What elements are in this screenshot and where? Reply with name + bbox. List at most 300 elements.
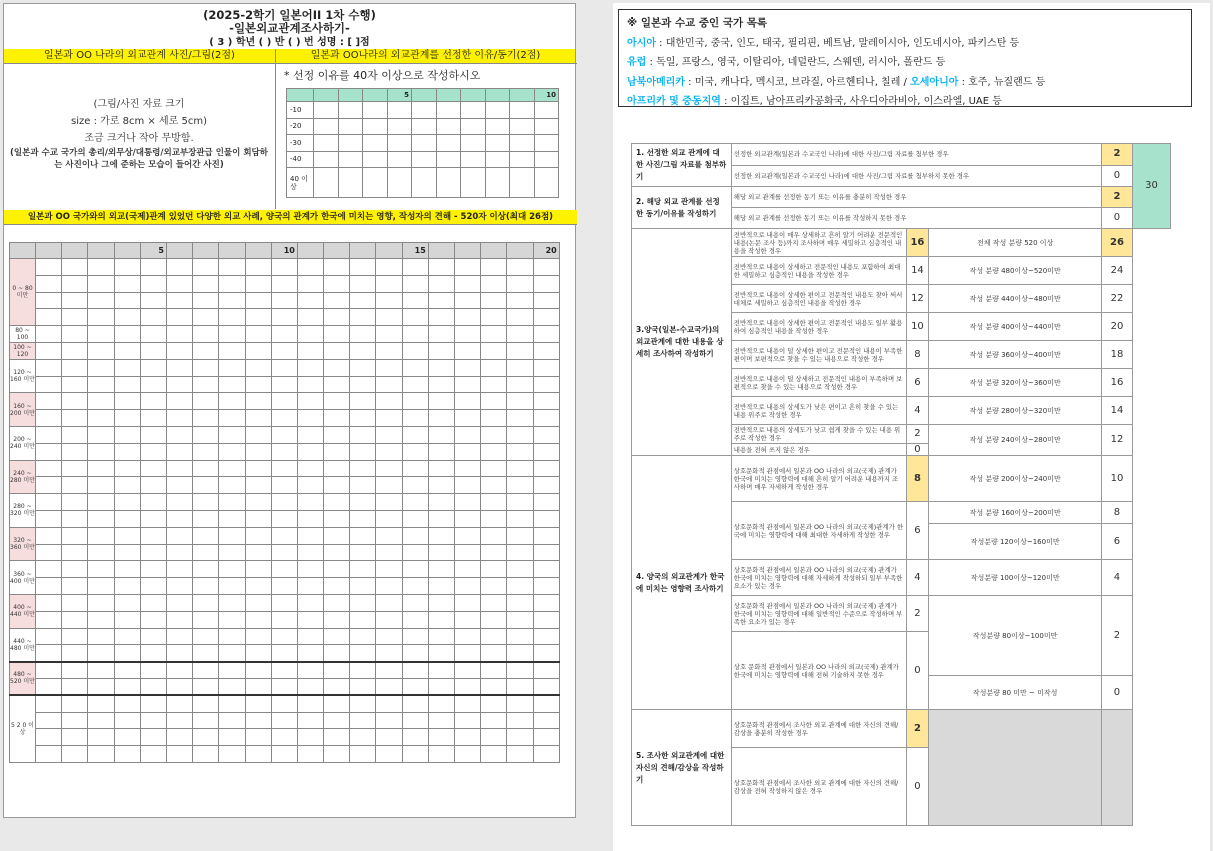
grid-cell[interactable] <box>324 561 350 578</box>
grid-cell[interactable] <box>297 578 323 595</box>
grid-cell[interactable] <box>219 275 245 292</box>
grid-cell[interactable] <box>376 594 402 611</box>
grid-cell[interactable] <box>166 477 192 494</box>
grid-cell[interactable] <box>428 292 454 309</box>
grid-cell[interactable] <box>88 695 114 712</box>
grid-cell[interactable] <box>507 309 533 326</box>
grid-cell[interactable] <box>481 275 507 292</box>
grid-cell[interactable] <box>114 426 140 443</box>
grid-cell[interactable] <box>455 594 481 611</box>
grid-cell[interactable] <box>428 426 454 443</box>
grid-cell[interactable] <box>166 443 192 460</box>
grid-cell[interactable] <box>271 460 297 477</box>
grid-cell[interactable] <box>376 729 402 746</box>
grid-cell[interactable] <box>62 645 88 662</box>
grid-cell[interactable] <box>245 359 271 376</box>
grid-cell[interactable] <box>245 544 271 561</box>
grid-cell[interactable] <box>376 662 402 679</box>
grid-cell[interactable] <box>271 527 297 544</box>
grid-cell[interactable] <box>350 477 376 494</box>
grid-cell[interactable] <box>455 561 481 578</box>
grid-cell[interactable] <box>62 410 88 427</box>
grid-cell[interactable] <box>166 494 192 511</box>
grid-cell[interactable] <box>507 494 533 511</box>
grid-cell[interactable] <box>455 544 481 561</box>
grid-cell[interactable] <box>245 393 271 410</box>
grid-cell[interactable] <box>245 561 271 578</box>
grid-cell[interactable] <box>62 662 88 679</box>
grid-cell[interactable] <box>324 292 350 309</box>
grid-cell[interactable] <box>271 275 297 292</box>
grid-cell[interactable] <box>402 376 428 393</box>
grid-cell[interactable] <box>297 393 323 410</box>
grid-cell[interactable] <box>114 259 140 276</box>
grid-cell[interactable] <box>402 712 428 729</box>
grid-cell[interactable] <box>62 259 88 276</box>
grid-cell[interactable] <box>455 494 481 511</box>
grid-cell[interactable] <box>402 460 428 477</box>
grid-cell[interactable] <box>533 611 559 628</box>
grid-cell[interactable] <box>36 393 62 410</box>
grid-cell[interactable] <box>507 712 533 729</box>
grid-cell[interactable] <box>219 326 245 343</box>
grid-cell[interactable] <box>271 611 297 628</box>
grid-cell[interactable] <box>36 695 62 712</box>
grid-cell[interactable] <box>114 544 140 561</box>
grid-cell[interactable] <box>428 712 454 729</box>
grid-cell[interactable] <box>376 746 402 763</box>
essay-writing-grid[interactable] <box>9 242 560 763</box>
grid-cell[interactable] <box>376 342 402 359</box>
grid-cell[interactable] <box>114 628 140 645</box>
grid-cell[interactable] <box>62 678 88 695</box>
grid-cell[interactable] <box>271 393 297 410</box>
grid-cell[interactable] <box>140 359 166 376</box>
grid-cell[interactable] <box>88 443 114 460</box>
grid-cell[interactable] <box>36 594 62 611</box>
grid-cell[interactable] <box>428 527 454 544</box>
grid-cell[interactable] <box>245 746 271 763</box>
grid-cell[interactable] <box>114 662 140 679</box>
grid-cell[interactable] <box>428 578 454 595</box>
grid-cell[interactable] <box>62 309 88 326</box>
grid-cell[interactable] <box>271 544 297 561</box>
grid-cell[interactable] <box>481 544 507 561</box>
grid-cell[interactable] <box>402 410 428 427</box>
grid-cell[interactable] <box>62 477 88 494</box>
grid-cell[interactable] <box>350 275 376 292</box>
grid-cell[interactable] <box>219 359 245 376</box>
grid-cell[interactable] <box>324 326 350 343</box>
grid-cell[interactable] <box>219 645 245 662</box>
grid-cell[interactable] <box>114 376 140 393</box>
grid-cell[interactable] <box>428 662 454 679</box>
grid-cell[interactable] <box>88 561 114 578</box>
grid-cell[interactable] <box>88 376 114 393</box>
grid-cell[interactable] <box>140 578 166 595</box>
grid-cell[interactable] <box>402 259 428 276</box>
grid-cell[interactable] <box>271 561 297 578</box>
grid-cell[interactable] <box>428 309 454 326</box>
grid-cell[interactable] <box>219 477 245 494</box>
grid-cell[interactable] <box>455 443 481 460</box>
grid-cell[interactable] <box>271 645 297 662</box>
grid-cell[interactable] <box>219 611 245 628</box>
grid-cell[interactable] <box>193 309 219 326</box>
grid-cell[interactable] <box>88 326 114 343</box>
grid-cell[interactable] <box>481 712 507 729</box>
grid-cell[interactable] <box>140 477 166 494</box>
grid-cell[interactable] <box>402 426 428 443</box>
grid-cell[interactable] <box>376 645 402 662</box>
grid-cell[interactable] <box>428 443 454 460</box>
grid-cell[interactable] <box>193 477 219 494</box>
grid-cell[interactable] <box>271 510 297 527</box>
grid-cell[interactable] <box>324 376 350 393</box>
grid-cell[interactable] <box>114 578 140 595</box>
grid-cell[interactable] <box>245 460 271 477</box>
grid-cell[interactable] <box>271 695 297 712</box>
grid-cell[interactable] <box>507 376 533 393</box>
grid-cell[interactable] <box>297 611 323 628</box>
grid-cell[interactable] <box>297 410 323 427</box>
grid-cell[interactable] <box>36 275 62 292</box>
grid-cell[interactable] <box>166 259 192 276</box>
grid-cell[interactable] <box>245 259 271 276</box>
grid-cell[interactable] <box>376 359 402 376</box>
grid-cell[interactable] <box>193 645 219 662</box>
grid-cell[interactable] <box>193 359 219 376</box>
grid-cell[interactable] <box>88 342 114 359</box>
grid-cell[interactable] <box>533 460 559 477</box>
grid-cell[interactable] <box>114 309 140 326</box>
grid-cell[interactable] <box>166 410 192 427</box>
grid-cell[interactable] <box>193 594 219 611</box>
grid-cell[interactable] <box>114 695 140 712</box>
grid-cell[interactable] <box>297 359 323 376</box>
grid-cell[interactable] <box>350 443 376 460</box>
grid-cell[interactable] <box>114 712 140 729</box>
grid-cell[interactable] <box>481 460 507 477</box>
grid-cell[interactable] <box>402 494 428 511</box>
grid-cell[interactable] <box>428 410 454 427</box>
grid-cell[interactable] <box>219 443 245 460</box>
grid-cell[interactable] <box>533 309 559 326</box>
grid-cell[interactable] <box>114 678 140 695</box>
grid-cell[interactable] <box>481 292 507 309</box>
grid-cell[interactable] <box>402 292 428 309</box>
grid-cell[interactable] <box>62 578 88 595</box>
grid-cell[interactable] <box>376 410 402 427</box>
grid-cell[interactable] <box>62 275 88 292</box>
grid-cell[interactable] <box>245 594 271 611</box>
grid-cell[interactable] <box>219 393 245 410</box>
grid-cell[interactable] <box>88 309 114 326</box>
grid-cell[interactable] <box>245 729 271 746</box>
grid-cell[interactable] <box>533 326 559 343</box>
grid-cell[interactable] <box>193 376 219 393</box>
grid-cell[interactable] <box>481 578 507 595</box>
grid-cell[interactable] <box>376 460 402 477</box>
grid-cell[interactable] <box>324 359 350 376</box>
grid-cell[interactable] <box>350 695 376 712</box>
grid-cell[interactable] <box>481 729 507 746</box>
grid-cell[interactable] <box>481 393 507 410</box>
grid-cell[interactable] <box>193 561 219 578</box>
grid-cell[interactable] <box>88 410 114 427</box>
grid-cell[interactable] <box>297 594 323 611</box>
grid-cell[interactable] <box>62 376 88 393</box>
grid-cell[interactable] <box>428 510 454 527</box>
grid-cell[interactable] <box>36 510 62 527</box>
grid-cell[interactable] <box>350 578 376 595</box>
grid-cell[interactable] <box>219 712 245 729</box>
grid-cell[interactable] <box>271 443 297 460</box>
grid-cell[interactable] <box>219 628 245 645</box>
grid-cell[interactable] <box>271 746 297 763</box>
grid-cell[interactable] <box>140 678 166 695</box>
grid-cell[interactable] <box>297 527 323 544</box>
grid-cell[interactable] <box>62 561 88 578</box>
grid-cell[interactable] <box>507 611 533 628</box>
grid-cell[interactable] <box>376 275 402 292</box>
grid-cell[interactable] <box>193 712 219 729</box>
grid-cell[interactable] <box>193 292 219 309</box>
grid-cell[interactable] <box>114 494 140 511</box>
grid-cell[interactable] <box>166 510 192 527</box>
grid-cell[interactable] <box>376 628 402 645</box>
grid-cell[interactable] <box>481 611 507 628</box>
grid-cell[interactable] <box>271 359 297 376</box>
grid-cell[interactable] <box>88 292 114 309</box>
grid-cell[interactable] <box>402 342 428 359</box>
grid-cell[interactable] <box>455 292 481 309</box>
grid-cell[interactable] <box>62 746 88 763</box>
grid-cell[interactable] <box>297 645 323 662</box>
grid-cell[interactable] <box>271 426 297 443</box>
grid-cell[interactable] <box>245 712 271 729</box>
grid-cell[interactable] <box>533 359 559 376</box>
grid-cell[interactable] <box>533 729 559 746</box>
grid-cell[interactable] <box>428 376 454 393</box>
grid-cell[interactable] <box>455 426 481 443</box>
grid-cell[interactable] <box>297 628 323 645</box>
grid-cell[interactable] <box>36 729 62 746</box>
grid-cell[interactable] <box>402 527 428 544</box>
grid-cell[interactable] <box>324 729 350 746</box>
grid-cell[interactable] <box>219 309 245 326</box>
grid-cell[interactable] <box>62 695 88 712</box>
grid-cell[interactable] <box>507 460 533 477</box>
grid-cell[interactable] <box>36 544 62 561</box>
grid-cell[interactable] <box>114 443 140 460</box>
grid-cell[interactable] <box>88 393 114 410</box>
grid-cell[interactable] <box>88 611 114 628</box>
grid-cell[interactable] <box>271 342 297 359</box>
grid-cell[interactable] <box>376 309 402 326</box>
grid-cell[interactable] <box>62 393 88 410</box>
grid-cell[interactable] <box>114 275 140 292</box>
grid-cell[interactable] <box>481 376 507 393</box>
grid-cell[interactable] <box>140 561 166 578</box>
grid-cell[interactable] <box>533 410 559 427</box>
grid-cell[interactable] <box>193 527 219 544</box>
grid-cell[interactable] <box>166 578 192 595</box>
grid-cell[interactable] <box>350 628 376 645</box>
grid-cell[interactable] <box>36 342 62 359</box>
grid-cell[interactable] <box>297 259 323 276</box>
grid-cell[interactable] <box>481 342 507 359</box>
grid-cell[interactable] <box>166 309 192 326</box>
grid-cell[interactable] <box>324 275 350 292</box>
grid-cell[interactable] <box>533 746 559 763</box>
grid-cell[interactable] <box>245 376 271 393</box>
grid-cell[interactable] <box>219 746 245 763</box>
grid-cell[interactable] <box>507 275 533 292</box>
grid-cell[interactable] <box>271 578 297 595</box>
grid-cell[interactable] <box>481 628 507 645</box>
grid-cell[interactable] <box>166 426 192 443</box>
grid-cell[interactable] <box>507 510 533 527</box>
grid-cell[interactable] <box>36 645 62 662</box>
grid-cell[interactable] <box>140 342 166 359</box>
grid-cell[interactable] <box>193 426 219 443</box>
grid-cell[interactable] <box>88 477 114 494</box>
grid-cell[interactable] <box>455 645 481 662</box>
grid-cell[interactable] <box>533 477 559 494</box>
grid-cell[interactable] <box>219 259 245 276</box>
grid-cell[interactable] <box>271 477 297 494</box>
grid-cell[interactable] <box>297 746 323 763</box>
grid-cell[interactable] <box>376 292 402 309</box>
grid-cell[interactable] <box>166 678 192 695</box>
grid-cell[interactable] <box>166 695 192 712</box>
grid-cell[interactable] <box>166 393 192 410</box>
grid-cell[interactable] <box>428 494 454 511</box>
grid-cell[interactable] <box>62 611 88 628</box>
grid-cell[interactable] <box>533 594 559 611</box>
grid-cell[interactable] <box>350 611 376 628</box>
grid-cell[interactable] <box>428 746 454 763</box>
grid-cell[interactable] <box>376 695 402 712</box>
grid-cell[interactable] <box>481 746 507 763</box>
grid-cell[interactable] <box>376 578 402 595</box>
grid-cell[interactable] <box>376 527 402 544</box>
grid-cell[interactable] <box>36 326 62 343</box>
grid-cell[interactable] <box>455 628 481 645</box>
grid-cell[interactable] <box>324 746 350 763</box>
grid-cell[interactable] <box>219 527 245 544</box>
grid-cell[interactable] <box>507 561 533 578</box>
grid-cell[interactable] <box>36 460 62 477</box>
grid-cell[interactable] <box>62 594 88 611</box>
grid-cell[interactable] <box>114 292 140 309</box>
grid-cell[interactable] <box>36 477 62 494</box>
grid-cell[interactable] <box>219 729 245 746</box>
grid-cell[interactable] <box>36 678 62 695</box>
grid-cell[interactable] <box>88 578 114 595</box>
grid-cell[interactable] <box>402 510 428 527</box>
grid-cell[interactable] <box>193 729 219 746</box>
grid-cell[interactable] <box>455 578 481 595</box>
grid-cell[interactable] <box>481 309 507 326</box>
grid-cell[interactable] <box>114 746 140 763</box>
grid-cell[interactable] <box>193 410 219 427</box>
grid-cell[interactable] <box>88 594 114 611</box>
grid-cell[interactable] <box>376 326 402 343</box>
grid-cell[interactable] <box>88 259 114 276</box>
grid-cell[interactable] <box>219 494 245 511</box>
grid-cell[interactable] <box>428 393 454 410</box>
grid-cell[interactable] <box>219 662 245 679</box>
grid-cell[interactable] <box>350 309 376 326</box>
grid-cell[interactable] <box>324 477 350 494</box>
grid-cell[interactable] <box>114 393 140 410</box>
grid-cell[interactable] <box>62 359 88 376</box>
grid-cell[interactable] <box>297 477 323 494</box>
grid-cell[interactable] <box>193 342 219 359</box>
grid-cell[interactable] <box>88 494 114 511</box>
grid-cell[interactable] <box>402 578 428 595</box>
grid-cell[interactable] <box>376 426 402 443</box>
grid-cell[interactable] <box>324 645 350 662</box>
grid-cell[interactable] <box>507 443 533 460</box>
grid-cell[interactable] <box>114 477 140 494</box>
grid-cell[interactable] <box>36 494 62 511</box>
grid-cell[interactable] <box>140 746 166 763</box>
grid-cell[interactable] <box>350 729 376 746</box>
grid-cell[interactable] <box>88 645 114 662</box>
grid-cell[interactable] <box>36 611 62 628</box>
grid-cell[interactable] <box>114 594 140 611</box>
grid-cell[interactable] <box>402 645 428 662</box>
grid-cell[interactable] <box>245 645 271 662</box>
grid-cell[interactable] <box>455 393 481 410</box>
grid-cell[interactable] <box>271 662 297 679</box>
grid-cell[interactable] <box>193 510 219 527</box>
grid-cell[interactable] <box>402 628 428 645</box>
grid-cell[interactable] <box>402 746 428 763</box>
grid-cell[interactable] <box>324 410 350 427</box>
grid-cell[interactable] <box>402 611 428 628</box>
grid-cell[interactable] <box>533 426 559 443</box>
grid-cell[interactable] <box>271 494 297 511</box>
grid-cell[interactable] <box>219 695 245 712</box>
grid-cell[interactable] <box>533 645 559 662</box>
grid-cell[interactable] <box>36 443 62 460</box>
grid-cell[interactable] <box>297 426 323 443</box>
grid-cell[interactable] <box>402 443 428 460</box>
grid-cell[interactable] <box>533 510 559 527</box>
grid-cell[interactable] <box>507 410 533 427</box>
grid-cell[interactable] <box>245 326 271 343</box>
grid-cell[interactable] <box>455 746 481 763</box>
grid-cell[interactable] <box>193 678 219 695</box>
grid-cell[interactable] <box>271 594 297 611</box>
grid-cell[interactable] <box>62 510 88 527</box>
grid-cell[interactable] <box>193 695 219 712</box>
grid-cell[interactable] <box>324 393 350 410</box>
grid-cell[interactable] <box>140 594 166 611</box>
grid-cell[interactable] <box>533 544 559 561</box>
grid-cell[interactable] <box>245 695 271 712</box>
grid-cell[interactable] <box>193 544 219 561</box>
grid-cell[interactable] <box>297 326 323 343</box>
grid-cell[interactable] <box>533 712 559 729</box>
grid-cell[interactable] <box>140 729 166 746</box>
grid-cell[interactable] <box>455 695 481 712</box>
grid-cell[interactable] <box>402 326 428 343</box>
